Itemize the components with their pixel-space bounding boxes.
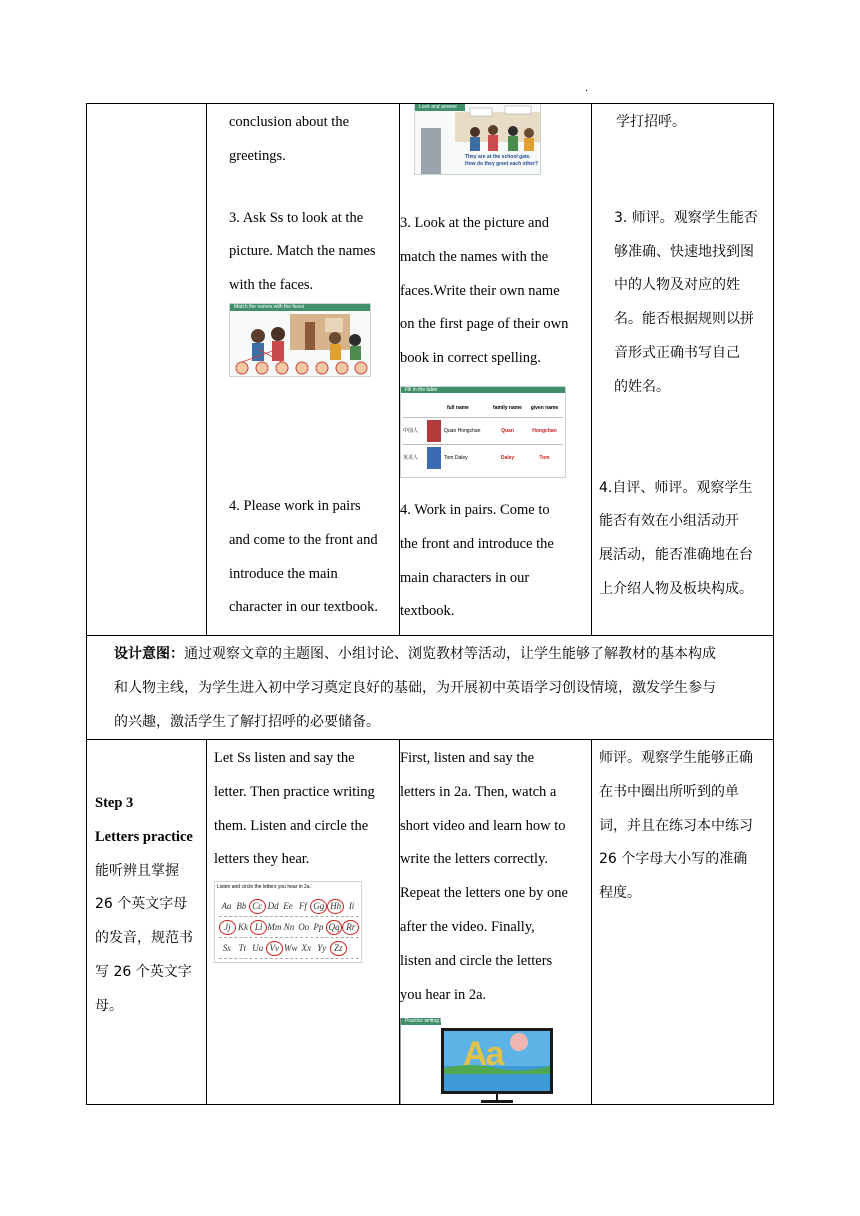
line: textbook.: [400, 603, 455, 620]
name-table: [403, 399, 563, 471]
cell-student-activity: [400, 740, 592, 1105]
letter-pair: Ee: [283, 900, 293, 911]
given-name: Hongchan: [532, 427, 557, 434]
line: on the first page of their own: [400, 316, 569, 333]
para-eval-1: [592, 104, 773, 140]
row-activities: [87, 104, 774, 636]
para-eval-4: [592, 405, 773, 607]
letter-row: [219, 896, 359, 917]
table-row: [403, 445, 563, 471]
line: 3. Look at the picture and: [400, 215, 549, 231]
cell-design-intent: [87, 636, 774, 740]
letter-pair: Bb: [236, 900, 247, 911]
given-name: Tom: [539, 454, 550, 461]
match-names-figure: [229, 303, 371, 377]
line: 3. 师评。观察学生能否: [614, 209, 758, 226]
letter-pair: Kk: [238, 921, 248, 932]
para-step-3: [207, 174, 399, 303]
letter-pair: Zz: [330, 941, 348, 956]
line: conclusion about the: [229, 114, 350, 130]
video-figure: [400, 1018, 559, 1104]
line: write the letters correctly.: [400, 851, 549, 868]
line: letters they hear.: [214, 851, 310, 868]
cell-step-3: [87, 740, 207, 1105]
figure-caption: Practice writing the letters: [405, 1018, 463, 1025]
row-label: 英美人: [403, 455, 419, 462]
line: letter. Then practice writing: [214, 783, 375, 800]
line: 26 个英文字母: [95, 896, 188, 913]
para-step-3: [400, 175, 591, 376]
letter-pair: Dd: [267, 900, 279, 911]
para-eval-3: [592, 140, 773, 405]
letter-pair: Xx: [301, 942, 311, 953]
cell-evaluation: [592, 104, 774, 636]
line: 名。能否根据规则以拼: [614, 311, 754, 328]
cell-student-activity: [400, 104, 592, 636]
line: introduce the main: [229, 565, 338, 582]
letter-pair: Jj: [219, 920, 236, 935]
row-step-3: [87, 740, 774, 1105]
line: the front and introduce the: [400, 535, 554, 552]
design-label: 设计意图：: [114, 646, 184, 662]
letter-pair: Cc: [249, 899, 266, 914]
figure-caption: Look and answer: [419, 104, 458, 110]
para-conclusion: [207, 104, 399, 174]
line: 的姓名。: [614, 378, 670, 395]
line: 能否有效在小组活动开: [599, 513, 739, 530]
letter-pair: Ii: [348, 900, 355, 911]
line: 够准确、快速地找到图: [614, 243, 754, 260]
figure-caption: Fill in the table: [405, 386, 438, 393]
row-design-intent: [87, 636, 774, 740]
letter-pair: Hh: [327, 899, 344, 914]
header-mark: ·: [585, 86, 589, 97]
step-3-block: [87, 740, 206, 1024]
line: 学打招呼。: [616, 114, 686, 130]
lesson-plan-table: [86, 103, 774, 1105]
letter-pair: Uu: [252, 942, 264, 953]
line: 通过观察文章的主题图、小组讨论、浏览教材等活动，让学生能够了解教材的基本构成: [184, 646, 716, 662]
line: 能听辨且掌握: [95, 862, 179, 879]
para-student: [400, 740, 591, 1012]
line: 写 26 个英文字: [95, 963, 192, 980]
line: and come to the front and: [229, 531, 378, 548]
line: greetings.: [229, 147, 286, 164]
letter-row: [219, 917, 359, 938]
line: 的兴趣，激活学生了解打招呼的必要储备。: [114, 714, 380, 730]
letter-pair: Gg: [310, 899, 327, 914]
line: book in correct spelling.: [400, 350, 541, 367]
line: 词，并且在练习本中练习: [599, 817, 753, 834]
letters-figure: [214, 881, 362, 963]
th: family name: [493, 404, 522, 411]
line: Repeat the letters one by one: [400, 885, 568, 902]
line: picture. Match the names: [229, 243, 376, 260]
letter-pair: Rr: [342, 920, 359, 935]
full-name: Tom Daley: [444, 454, 468, 461]
match-illustration: [230, 304, 370, 376]
letter-pair: Tt: [238, 942, 246, 953]
cell-step-empty: [87, 104, 207, 636]
line: 和人物主线，为学生进入初中学习奠定良好的基础，为开展初中英语学习创设情境，激发学生参与: [114, 680, 716, 696]
letter-pair: Ff: [298, 900, 307, 911]
line: after the video. Finally,: [400, 918, 535, 935]
cell-evaluation: [592, 740, 774, 1105]
figure-caption: Match the names with the faces: [234, 303, 305, 310]
line: them. Listen and circle the: [214, 817, 369, 834]
line: faces.Write their own name: [400, 282, 560, 299]
line: main characters in our: [400, 569, 530, 586]
line: 母。: [95, 997, 123, 1014]
letter-pair: Yy: [317, 942, 327, 953]
letter-pair: Nn: [283, 921, 295, 932]
th: full name: [447, 404, 469, 411]
step-label: Step 3: [95, 795, 134, 811]
step-title: Letters practice: [95, 828, 193, 845]
line: 音形式正确书写自己: [614, 344, 740, 361]
line: 4.自评、师评。观察学生: [599, 479, 753, 496]
table-row: [403, 418, 563, 445]
video-letters: Aa: [463, 1035, 503, 1074]
name-table-figure: [400, 386, 566, 478]
line: 上介绍人物及板块构成。: [599, 580, 753, 597]
para-step-4: [400, 478, 591, 629]
design-text: [87, 636, 773, 739]
letter-pair: Aa: [221, 900, 232, 911]
letter-pair: Mm: [267, 921, 282, 932]
line: 26 个字母大小写的准确: [599, 851, 748, 868]
row-label: 中国人: [403, 428, 419, 435]
line: with the faces.: [229, 277, 314, 294]
letter-pair: Ll: [250, 920, 267, 935]
line: short video and learn how to: [400, 817, 566, 834]
line: letters in 2a. Then, watch a: [400, 783, 557, 800]
line: 师评。观察学生能够正确: [599, 750, 753, 766]
letter-pair: Ss: [222, 942, 231, 953]
letter-pair: Vv: [266, 941, 284, 956]
th: given name: [530, 404, 559, 411]
line: First, listen and say the: [400, 750, 535, 766]
para-eval: [592, 740, 773, 911]
line: 的发音，规范书: [95, 930, 193, 947]
para-teacher: [207, 740, 399, 877]
letter-pair: Ww: [284, 942, 298, 953]
full-name: Quan Hongchan: [444, 427, 481, 434]
letter-pair: Oo: [298, 921, 310, 932]
figure-caption: Listen and circle the letters you hear in 2a.: [217, 884, 311, 891]
letter-pair: Pp: [313, 921, 324, 932]
letter-pair: Qq: [326, 920, 343, 935]
line: 程度。: [599, 885, 641, 902]
photo: [427, 447, 441, 469]
speech-line: How do they greet each other?: [465, 161, 539, 167]
line: 4. Please work in pairs: [229, 497, 361, 514]
line: character in our textbook.: [229, 599, 378, 616]
line: 3. Ask Ss to look at the: [229, 209, 364, 226]
greeting-question: [465, 154, 538, 168]
letter-grid: [219, 896, 359, 959]
line: you hear in 2a.: [400, 986, 487, 1003]
greeting-figure: [414, 104, 541, 175]
letter-row: [219, 938, 359, 959]
table-header: [403, 399, 563, 418]
cell-teacher-activity: [207, 740, 400, 1105]
line: listen and circle the letters: [400, 952, 553, 969]
family-name: Daley: [500, 454, 515, 461]
line: 中的人物及对应的姓: [614, 277, 740, 294]
line: match the names with the: [400, 248, 549, 265]
speech-line: They are at the school gate.: [465, 154, 531, 160]
photo: [427, 420, 441, 442]
family-name: Quan: [501, 427, 514, 434]
line: 在书中圈出所听到的单: [599, 783, 739, 800]
cell-teacher-activity: [207, 104, 400, 636]
line: 展活动，能否准确地在台: [599, 547, 753, 564]
para-step-4: [207, 377, 399, 625]
line: 4. Work in pairs. Come to: [400, 501, 550, 518]
line: Let Ss listen and say the: [214, 750, 355, 766]
